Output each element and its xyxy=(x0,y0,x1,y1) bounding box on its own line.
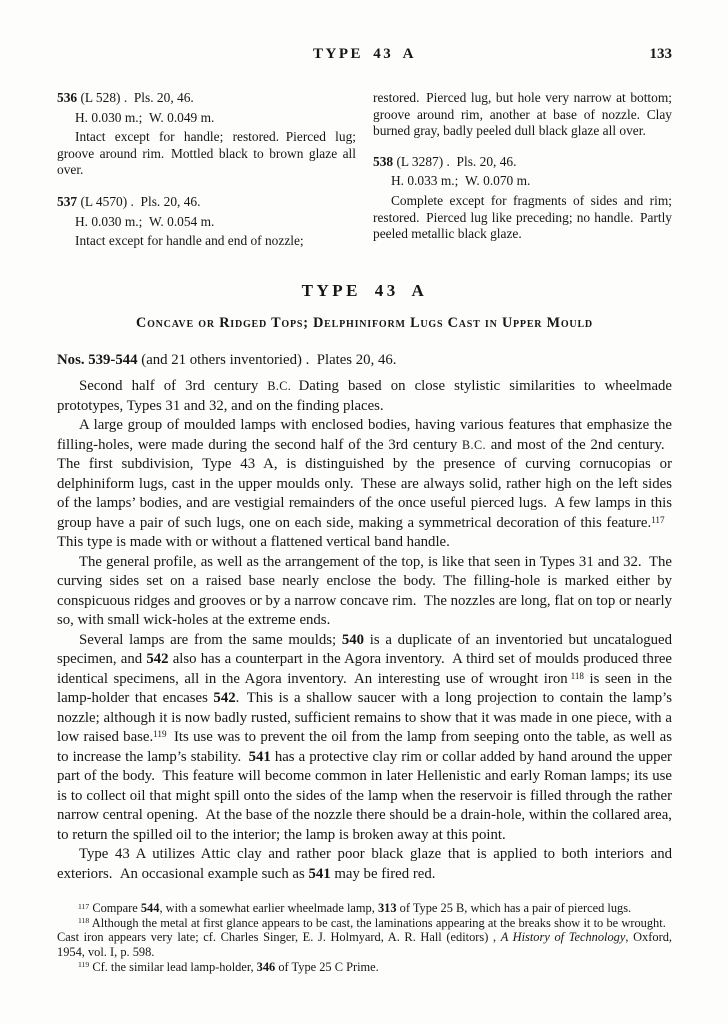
entry-header: 536 (L 528) . Pls. 20, 46. xyxy=(57,90,194,105)
entry-description: Intact except for handle and end of nozzle; xyxy=(75,233,304,249)
entry-header: 538 (L 3287) . Pls. 20, 46. xyxy=(373,153,517,169)
page-number: 133 xyxy=(649,46,672,62)
catalog-column-left xyxy=(57,90,356,250)
footnote: $^{119}$ Cf. the similar lead lamp-holder, 346 of Type 25 C Prime. xyxy=(78,959,379,974)
running-head: TYPE 43 A xyxy=(312,46,416,62)
footnote: $^{118}$ Although the metal at first glance appears to be cast, the laminations appearing at the breaks show it to be wrought. Cast iron appears very late; cf. Charles Singer, E. J. Holmyard, A. R. Hall (editors) , A History of Technology, Oxford, 1954, vol. I, p. 598. xyxy=(57,915,672,960)
body-text xyxy=(57,377,672,884)
entry-dimensions: H. 0.030 m.; W. 0.049 m. xyxy=(75,109,215,125)
body-paragraph: Type 43 A utilizes Attic clay and rather poor black glaze that is applied to both interiors and exteriors. An occasional example such as 541 may be fired red. xyxy=(57,846,672,882)
body-paragraph: The general profile, as well as the arrangement of the top, is like that seen in Types 31 and 32. The curving sides set on a raised base nearly enclose the body. The filling-hole is marked either by conspicuous ridges and grooves or by a narrow concave rim. The nozzles are long, flat on top or nearly so, with small wick-holes at the extreme ends. xyxy=(57,553,672,629)
entry-description: Intact except for handle; restored. Pierced lug; groove around rim. Mottled black to brown glaze all over. xyxy=(57,129,356,178)
running-head-row xyxy=(57,46,672,66)
entry-dimensions: H. 0.030 m.; W. 0.054 m. xyxy=(75,213,215,229)
body-paragraph: Several lamps are from the same moulds; 540 is a duplicate of an inventoried but uncatalogued specimen, and 542 also has a counterpart in the Agora inventory. A third set of moulds produced three identical specimens, all in the Agora inventory. An interesting use of wrought iron $^{118}$ is seen in the lamp-holder that encases 542. This is a shallow saucer with a long projection to contain the lamp’s nozzle; although it is now badly rusted, sufficient remains to show that it was made in one piece, with a low raised base.$^{119}$ Its use was to prevent the oil from the lamp from seeping onto the table, as well as to increase the lamp’s stability. 541 has a protective clay rim or collar added by hand around the upper part of the body. This feature will become common in later Hellenistic and early Roman lamps; its use is to collect oil that might spill onto the sides of the lamp when the reservoir is filled through the rather narrow central opening. At the base of the nozzle there should be a drain-hole, within the collared area, to return the spilled oil to the interior; the lamp is broken away at this point. xyxy=(57,631,673,843)
body-paragraph: A large group of moulded lamps with enclosed bodies, having various features that emphasize the filling-holes, were made during the second half of the 3rd century B.C. and most of the 2nd century. The first subdivision, Type 43 A, is distinguished by the presence of curving cornucopias or delphiniform lugs, cast in the upper moulds only. These are always solid, rather high on the left sides of the lamps’ bodies, and are vestigial remainders of the once useful pierced lugs. A few lamps in this group have a pair of such lugs, one on each side, making a symmetrical decoration of this feature.$^{117}$ This type is made with or without a flattened vertical band handle. xyxy=(57,417,672,551)
footnote: $^{117}$ Compare 544, with a somewhat earlier wheelmade lamp, 313 of Type 25 B, which has a pair of pierced lugs. xyxy=(78,901,632,916)
catalog-entry-538 xyxy=(373,154,672,243)
body-paragraph: Second half of 3rd century B.C. Dating based on close stylistic similarities to wheelmade prototypes, Types 31 and 32, and on the finding places. xyxy=(57,378,672,414)
entry-description-continuation: restored. Pierced lug, but hole very narrow at bottom; groove around rim, another at base of nozzle. Clay burned gray, badly peeled dull black glaze all over. xyxy=(373,90,672,139)
entry-header: 537 (L 4570) . Pls. 20, 46. xyxy=(57,193,201,209)
catalog-entry-537 xyxy=(57,194,356,250)
catalog-entry-536 xyxy=(57,90,356,179)
nos-line: Nos. 539-544 (and 21 others inventoried) . Plates 20, 46. xyxy=(57,351,397,368)
section-subtitle: Concave or Ridged Tops; Delphiniform Lugs Cast in Upper Mould xyxy=(136,314,593,331)
entry-description: Complete except for fragments of sides and rim; restored. Pierced lug like preceding; no handle. Partly peeled metallic black glaze. xyxy=(373,192,672,242)
entry-dimensions: H. 0.033 m.; W. 0.070 m. xyxy=(391,173,531,189)
footnotes-section xyxy=(57,901,672,974)
catalog-column-right xyxy=(373,90,672,250)
catalog-section xyxy=(57,90,672,250)
section-title: TYPE 43 A xyxy=(301,280,428,300)
